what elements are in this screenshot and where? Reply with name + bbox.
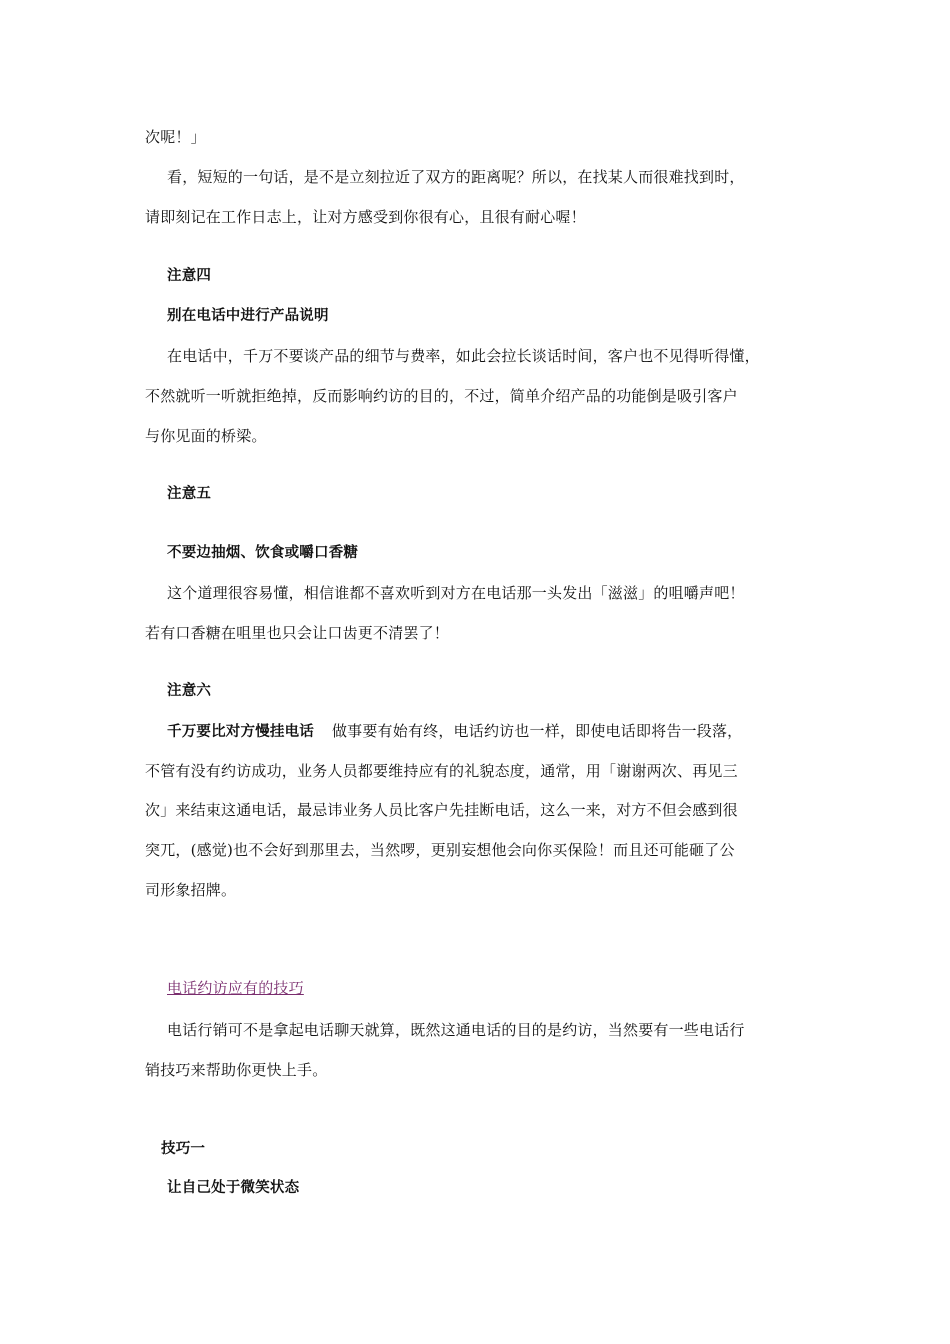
note4-line-1: 在电话中，千万不要谈产品的细节与费率，如此会拉长谈话时间，客户也不见得听得懂，: [167, 347, 760, 365]
note4-label: 注意四: [167, 268, 212, 284]
note4-line-2: 不然就听一听就拒绝掉，反而影响约访的目的，不过，简单介绍产品的功能倒是吸引客户: [145, 387, 738, 405]
skills-heading-link[interactable]: [145, 979, 304, 997]
skills-line-2: 销技巧来帮助你更快上手。: [145, 1061, 328, 1079]
note6-line-3: 次」来结束这通电话，最忌讳业务人员比客户先挂断电话，这么一来，对方不但会感到很: [145, 801, 738, 819]
note6-line-5: 司形象招牌。: [145, 881, 237, 899]
skills-heading-text[interactable]: 电话约访应有的技巧: [167, 979, 304, 997]
skill1-label: 技巧一: [161, 1141, 206, 1157]
note6-text-1: 做事要有始有终，电话约访也一样，即使电话即将告一段落，: [331, 722, 743, 740]
note4-line-3: 与你见面的桥梁。: [145, 427, 267, 445]
note6-line-2: 不管有没有约访成功，业务人员都要维持应有的礼貌态度，通常，用「谢谢两次、再见三: [145, 762, 738, 780]
note5-label: 注意五: [167, 486, 212, 502]
note5-title: 不要边抽烟、饮食或嚼口香糖: [167, 545, 359, 561]
intro-line-1: 次呢！」: [145, 128, 206, 146]
skills-line-1: 电话行销可不是拿起电话聊天就算，既然这通电话的目的是约访，当然要有一些电话行: [167, 1021, 745, 1039]
note6-line-1: [167, 721, 742, 742]
skills-heading-line[interactable]: [145, 978, 304, 998]
note5-line-2: 若有口香糖在咀里也只会让口齿更不清罢了！: [145, 624, 450, 642]
note4-title: 别在电话中进行产品说明: [167, 308, 329, 324]
note6-title: 千万要比对方慢挂电话: [167, 724, 314, 740]
note5-line-1: 这个道理很容易懂，相信谁都不喜欢听到对方在电话那一头发出「滋滋」的咀嚼声吧！: [167, 584, 745, 602]
intro-line-2: 看，短短的一句话，是不是立刻拉近了双方的距离呢？所以，在找某人而很难找到时，: [167, 168, 745, 186]
note6-line-4: 突兀，(感觉)也不会好到那里去，当然啰，更别妄想他会向你买保险！而且还可能砸了公: [145, 841, 735, 859]
skill1-title: 让自己处于微笑状态: [167, 1180, 300, 1196]
note6-label: 注意六: [167, 683, 212, 699]
intro-line-3: 请即刻记在工作日志上，让对方感受到你很有心，且很有耐心喔！: [145, 208, 586, 226]
